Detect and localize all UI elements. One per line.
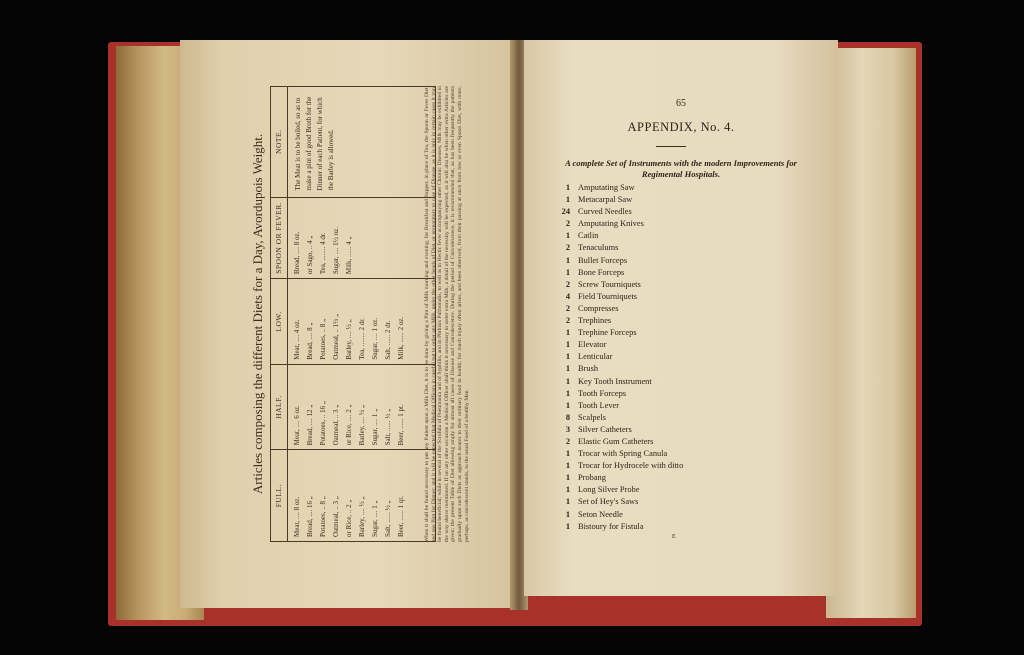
diet-item: Salt, ...... ½ „	[384, 500, 392, 537]
diet-item: Salt, ...... ½ „	[384, 408, 392, 446]
instrument-item	[554, 376, 814, 388]
diet-item: Meat, .... 6 oz.	[293, 405, 301, 446]
instrument-quantity: 1	[565, 376, 570, 386]
diet-item: Beer, ...... 1 qt.	[397, 495, 405, 537]
instrument-quantity: 1	[565, 509, 570, 519]
instrument-name: Seton Needle	[578, 509, 623, 519]
diet-item: Sugar, .... 1 „	[371, 408, 379, 446]
diet-item: Tea, ........ 4 dr.	[319, 232, 327, 275]
diet-table-title: Articles composing the different Diets for a Day, Avordupois Weight.	[250, 133, 265, 495]
instrument-item	[554, 218, 814, 230]
instrument-quantity: 2	[565, 303, 570, 313]
diet-item: Oatmeal, .. 3 „	[332, 496, 340, 537]
instrument-item	[554, 339, 814, 351]
instrument-item	[554, 279, 814, 291]
title-rule	[656, 146, 686, 147]
instrument-item	[554, 472, 814, 484]
instrument-name: Scalpels	[578, 412, 606, 422]
column-full	[271, 449, 435, 541]
instrument-name: Trocar for Hydrocele with ditto	[578, 461, 684, 471]
instrument-quantity: 1	[565, 364, 570, 374]
diet-item: Milk, ...... 2 oz.	[397, 316, 405, 360]
instrument-item	[554, 424, 814, 436]
instrument-name: Silver Catheters	[578, 424, 632, 434]
column-header: NOTE.	[271, 87, 288, 197]
diet-item: or Rice, .... 2 „	[345, 404, 353, 446]
instrument-item	[554, 496, 814, 508]
instrument-item	[554, 242, 814, 254]
instrument-item	[554, 448, 814, 460]
diet-item: Bread, .... 8 oz.	[293, 231, 301, 275]
instrument-item	[554, 363, 814, 375]
instrument-quantity: 4	[565, 291, 570, 301]
instrument-quantity: 1	[565, 497, 570, 507]
instrument-quantity: 1	[565, 195, 570, 205]
instrument-name: Probang	[578, 473, 606, 483]
diet-item: Bread, .... 16 „	[306, 496, 314, 537]
diet-item: Sugar, .... 1 oz.	[371, 317, 379, 360]
instrument-quantity: 1	[565, 328, 570, 338]
instrument-quantity: 1	[565, 267, 570, 277]
diet-item: Meat, .... 4 oz.	[293, 319, 301, 360]
instrument-name: Brush	[578, 364, 599, 374]
instrument-item	[554, 388, 814, 400]
column-low	[271, 278, 435, 364]
instrument-name: Field Tourniquets	[578, 291, 638, 301]
diet-item: Potatoes, .. 16 „	[319, 401, 327, 446]
instrument-item	[554, 521, 814, 533]
instrument-quantity: 2	[565, 279, 570, 289]
diet-item: or Sago, .. 4 „	[306, 235, 314, 275]
diet-item: Potatoes, .. 8 „	[319, 318, 327, 360]
instrument-quantity: 2	[565, 219, 570, 229]
diet-item: Salt, ...... 2 dr.	[384, 320, 392, 360]
diet-item: Meat, .... 8 oz.	[293, 496, 301, 537]
instrument-quantity: 1	[565, 352, 570, 362]
instrument-item	[554, 194, 814, 206]
diet-item: Potatoes, .. 8 „	[319, 496, 327, 537]
instrument-quantity: 1	[565, 388, 570, 398]
note-text: The Meat is to be boiled, so as to make a pint of good Broth for the Dinner of each Patient, for which the Barley is allowed.	[294, 96, 335, 191]
instrument-name: Key Tooth Instrument	[578, 376, 652, 386]
instrument-item	[554, 315, 814, 327]
diet-item: Barley, .... ½ „	[358, 404, 366, 446]
instrument-name: Tooth Lever	[578, 400, 620, 410]
instrument-quantity: 1	[565, 521, 570, 531]
instrument-item	[554, 509, 814, 521]
instrument-item	[554, 267, 814, 279]
instrument-item	[554, 460, 814, 472]
column-header: LOW.	[271, 279, 288, 364]
instrument-name: Catlin	[578, 231, 599, 241]
page-edges-right	[826, 48, 916, 618]
diet-item: Barley, .... ½ „	[358, 496, 366, 537]
instrument-quantity: 1	[565, 255, 570, 265]
instrument-item	[554, 182, 814, 194]
instrument-quantity: 2	[565, 243, 570, 253]
column-note	[271, 87, 435, 197]
instrument-name: Trephine Forceps	[578, 328, 637, 338]
column-spoon-or-fever	[271, 197, 435, 279]
column-half	[271, 364, 435, 450]
instrument-quantity: 2	[565, 436, 570, 446]
diet-item: Sugar, .... 1½ oz.	[332, 226, 340, 275]
instrument-item	[554, 412, 814, 424]
diet-item: Sugar, .... 1 „	[371, 500, 379, 537]
instrument-item	[554, 206, 814, 218]
diet-item: Beer, ...... 1 pt.	[397, 404, 405, 446]
appendix-title: APPENDIX, No. 4.	[627, 120, 735, 134]
diet-footnote: When it shall be found necessary to put any Patient upon a Milk Diet, it is to be done by giving a Pint of Milk morning and evening, for Breakfast and Supper, in place of Tea, the Spoon or Fever Diet, and one Pint for Dinner; and it will be expected that Medical Officers in careful not to order any Milk, under the other heads of Diet, or preparatory to case of Disease, as it is only in certain cases it may be found beneficial; while in several of the Scrofula of Pneumonia and of Syphilis, and in Phthisis Pulmonalis, to well as in Hectic fever accompanying other Chronic Diseases, Milk may be exhibited in the way above mentioned. If on any other occasion a Medical Officer shall think it necessary to order extra Milk, a detail of the necessity will be expected, as it will also be when other extra Articles are given; the present Table of Diet allowing amply for almost all cases of Disease and Convalescence. During the period of Convalescence, it is recommended that, as has been frequently the patients gradually upon such Diets as approach nearer to their ordinary food in health; for much injury often arises, and been observed, from their passing at once from low or even Spoon Diet, with more, perhaps, as convalescent stands, to the usual Food of a healthy Man.	[424, 86, 470, 542]
instrument-list	[554, 182, 814, 533]
instrument-quantity: 1	[565, 231, 570, 241]
instrument-name: Curved Needles	[578, 207, 632, 217]
instrument-name: Tooth Forceps	[578, 388, 627, 398]
diet-item: Barley, .... ½ „	[345, 319, 353, 360]
instrument-item	[554, 351, 814, 363]
diet-item: Oatmeal, .. 3 „	[332, 404, 340, 446]
diet-table	[270, 86, 436, 542]
instrument-name: Bistoury for Fistula	[578, 521, 644, 531]
instrument-item	[554, 291, 814, 303]
instrument-quantity: 8	[565, 412, 570, 422]
instrument-name: Bullet Forceps	[578, 255, 628, 265]
instrument-name: Set of Hey's Saws	[578, 497, 639, 507]
column-header: SPOON OR FEVER.	[271, 198, 288, 279]
instrument-item	[554, 327, 814, 339]
instrument-name: Metacarpal Saw	[578, 195, 633, 205]
instrument-quantity: 24	[561, 207, 570, 217]
instrument-name: Lenticular	[578, 352, 613, 362]
page-number: 65	[676, 98, 686, 109]
instrument-name: Amputating Knives	[578, 219, 644, 229]
instrument-name: Trocar with Spring Canula	[578, 449, 668, 459]
instrument-item	[554, 230, 814, 242]
instrument-item	[554, 436, 814, 448]
diet-item: Bread, .... 12 „	[306, 404, 314, 446]
instrument-name: Amputating Saw	[578, 183, 635, 192]
instrument-quantity: 2	[565, 316, 570, 326]
instrument-quantity: 1	[565, 449, 570, 459]
instrument-name: Trephines	[578, 316, 612, 326]
instrument-name: Elevator	[578, 340, 607, 350]
instrument-name: Tenaculums	[578, 243, 619, 253]
diet-item: Bread, .... 8 „	[306, 322, 314, 360]
diet-item: Oatmeal, .. 1½ „	[332, 313, 340, 360]
instrument-quantity: 1	[565, 400, 570, 410]
instrument-item	[554, 255, 814, 267]
instrument-quantity: 1	[565, 183, 570, 192]
appendix-subtitle: A complete Set of Instruments with the modern Improvements for Regimental Hospitals.	[565, 158, 797, 179]
diet-item: or Rice, .. 2 „	[345, 499, 353, 537]
diet-item: Milk, ...... 4 „	[345, 236, 353, 275]
instrument-name: Elastic Gum Catheters	[578, 436, 654, 446]
instrument-item	[554, 484, 814, 496]
instrument-name: Compresses	[578, 303, 619, 313]
right-page	[524, 40, 838, 596]
signature-mark: E	[672, 534, 676, 540]
instrument-item	[554, 400, 814, 412]
diet-item: Tea, ........ 2 dr.	[358, 318, 366, 360]
diet-table-block	[250, 86, 438, 542]
instrument-name: Bone Forceps	[578, 267, 625, 277]
instrument-quantity: 1	[565, 461, 570, 471]
column-header: HALF.	[271, 365, 288, 450]
instrument-name: Long Silver Probe	[578, 485, 640, 495]
instrument-quantity: 1	[565, 340, 570, 350]
column-header: FULL.	[271, 450, 288, 541]
instrument-name: Screw Tourniquets	[578, 279, 641, 289]
instrument-quantity: 1	[565, 473, 570, 483]
instrument-item	[554, 303, 814, 315]
instrument-quantity: 1	[565, 485, 570, 495]
instrument-quantity: 3	[565, 424, 570, 434]
